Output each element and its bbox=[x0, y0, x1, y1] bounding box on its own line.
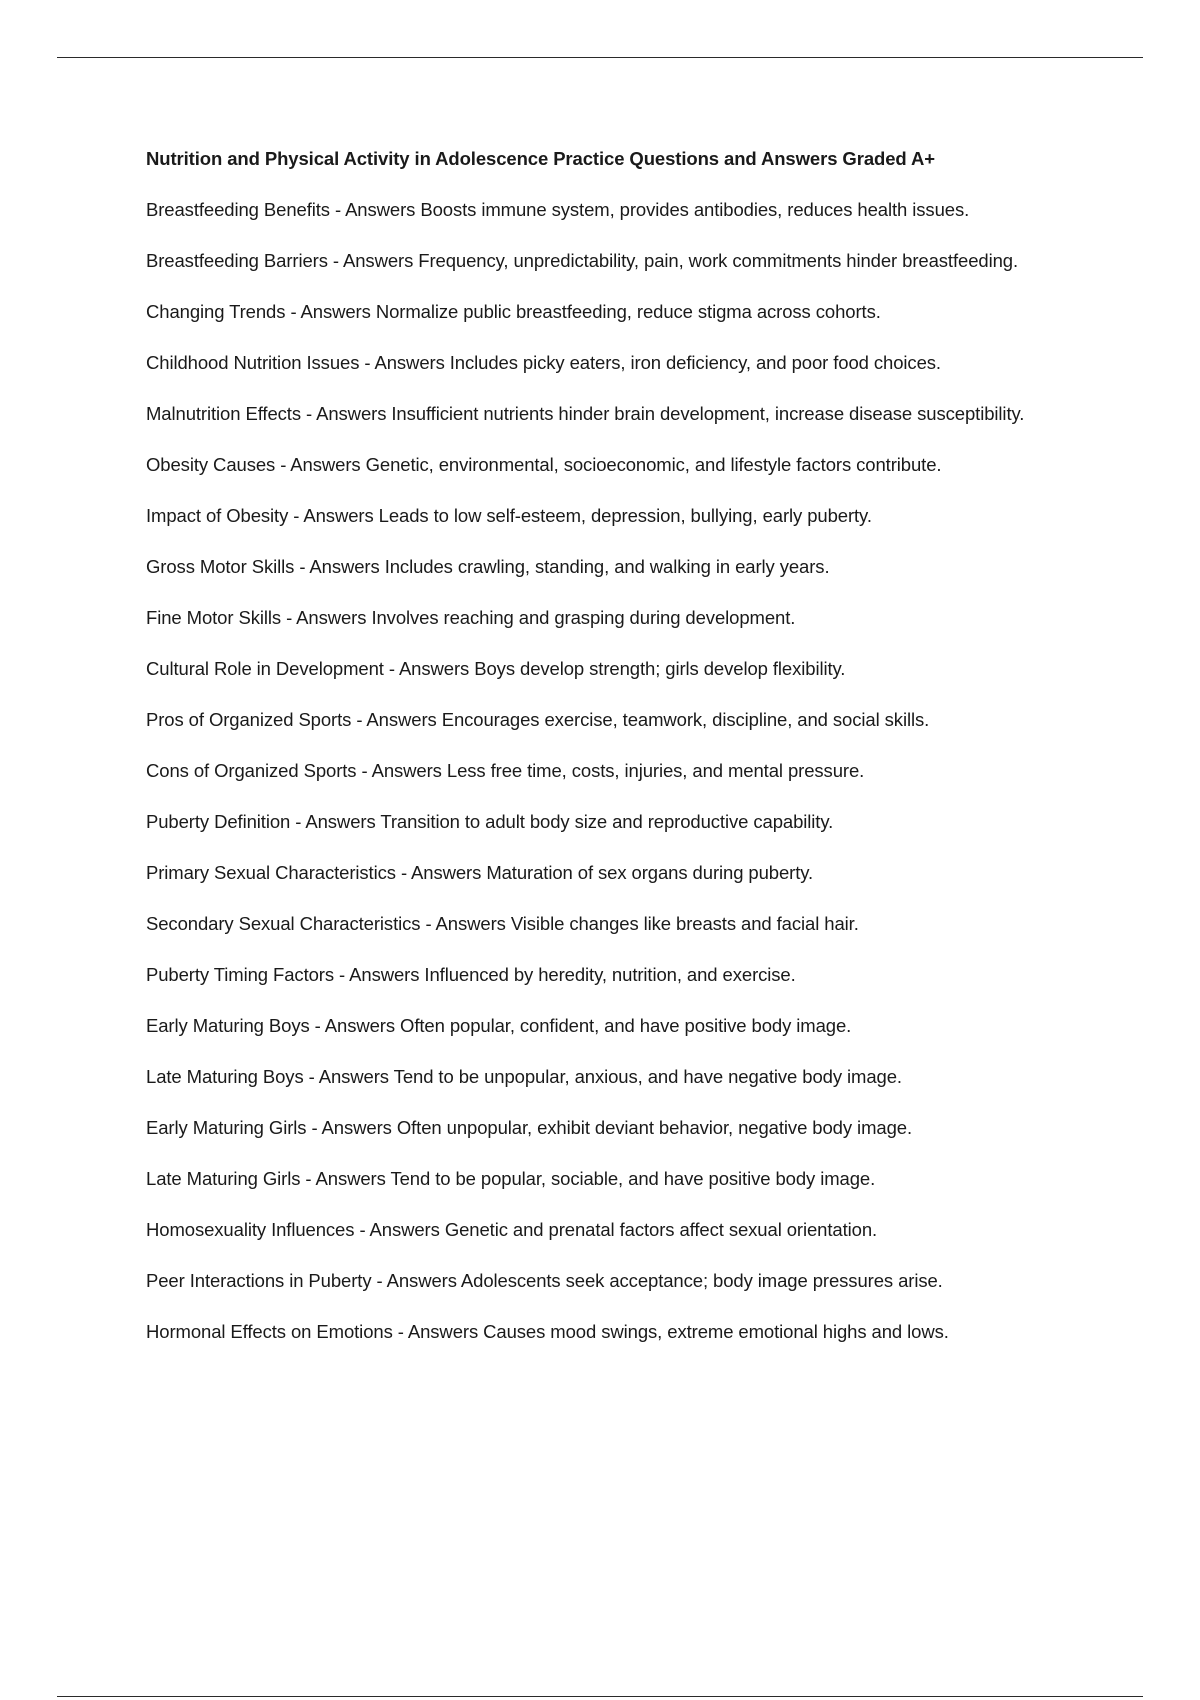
qa-answer: Visible changes like breasts and facial hair. bbox=[510, 913, 859, 934]
qa-term: Cons of Organized Sports bbox=[146, 760, 357, 781]
qa-answer: Boosts immune system, provides antibodies, reduces health issues. bbox=[420, 199, 970, 220]
qa-term: Malnutrition Effects bbox=[146, 403, 301, 424]
qa-term: Puberty Definition bbox=[146, 811, 291, 832]
qa-answer: Includes picky eaters, iron deficiency, and poor food choices. bbox=[449, 352, 941, 373]
qa-separator: - Answers bbox=[329, 199, 421, 220]
qa-item bbox=[146, 1164, 1066, 1194]
qa-item bbox=[146, 348, 1066, 378]
qa-separator: - Answers bbox=[309, 1015, 401, 1036]
qa-item bbox=[146, 1266, 1066, 1296]
qa-separator: - Answers bbox=[371, 1270, 461, 1291]
qa-list bbox=[146, 195, 1066, 1347]
qa-item bbox=[146, 1011, 1066, 1041]
qa-item bbox=[146, 654, 1066, 684]
qa-term: Late Maturing Girls bbox=[146, 1168, 301, 1189]
qa-separator: - Answers bbox=[359, 352, 450, 373]
qa-answer: Boys develop strength; girls develop flexibility. bbox=[474, 658, 846, 679]
qa-item bbox=[146, 705, 1066, 735]
qa-separator: - Answers bbox=[356, 760, 447, 781]
qa-item bbox=[146, 450, 1066, 480]
qa-answer: Transition to adult body size and reproductive capability. bbox=[380, 811, 834, 832]
qa-term: Cultural Role in Development bbox=[146, 658, 384, 679]
qa-answer: Normalize public breastfeeding, reduce stigma across cohorts. bbox=[375, 301, 881, 322]
qa-term: Pros of Organized Sports bbox=[146, 709, 352, 730]
qa-item bbox=[146, 1113, 1066, 1143]
document-title: Nutrition and Physical Activity in Adolescence Practice Questions and Answers Graded A+ bbox=[146, 148, 935, 169]
qa-item bbox=[146, 756, 1066, 786]
qa-separator: - Answers bbox=[290, 811, 381, 832]
qa-separator: - Answers bbox=[306, 1117, 397, 1138]
qa-answer: Frequency, unpredictability, pain, work commitments hinder breastfeeding. bbox=[418, 250, 1019, 271]
qa-term: Early Maturing Girls bbox=[146, 1117, 307, 1138]
qa-term: Primary Sexual Characteristics bbox=[146, 862, 396, 883]
qa-term: Peer Interactions in Puberty bbox=[146, 1270, 372, 1291]
qa-separator: - Answers bbox=[294, 556, 385, 577]
qa-item bbox=[146, 195, 1066, 225]
qa-separator: - Answers bbox=[383, 658, 475, 679]
qa-answer: Adolescents seek acceptance; body image pressures arise. bbox=[460, 1270, 943, 1291]
qa-term: Hormonal Effects on Emotions bbox=[146, 1321, 393, 1342]
qa-answer: Involves reaching and grasping during development. bbox=[371, 607, 796, 628]
qa-separator: - Answers bbox=[288, 505, 379, 526]
qa-term: Impact of Obesity bbox=[146, 505, 289, 526]
qa-item bbox=[146, 807, 1066, 837]
qa-term: Gross Motor Skills bbox=[146, 556, 295, 577]
footer-rule bbox=[57, 1696, 1143, 1697]
qa-answer: Encourages exercise, teamwork, discipline, and social skills. bbox=[441, 709, 930, 730]
qa-separator: - Answers bbox=[351, 709, 442, 730]
qa-answer: Includes crawling, standing, and walking in early years. bbox=[384, 556, 830, 577]
qa-term: Late Maturing Boys bbox=[146, 1066, 304, 1087]
qa-separator: - Answers bbox=[300, 403, 392, 424]
qa-separator: - Answers bbox=[281, 607, 372, 628]
qa-item bbox=[146, 297, 1066, 327]
qa-term: Early Maturing Boys bbox=[146, 1015, 310, 1036]
qa-item bbox=[146, 1317, 1066, 1347]
qa-item bbox=[146, 246, 1066, 276]
qa-separator: - Answers bbox=[300, 1168, 391, 1189]
qa-separator: - Answers bbox=[285, 301, 376, 322]
qa-separator: - Answers bbox=[395, 862, 487, 883]
qa-item bbox=[146, 501, 1066, 531]
qa-separator: - Answers bbox=[334, 964, 425, 985]
document-body bbox=[146, 145, 1066, 1368]
qa-item bbox=[146, 960, 1066, 990]
qa-item bbox=[146, 1215, 1066, 1245]
qa-term: Fine Motor Skills bbox=[146, 607, 282, 628]
qa-answer: Maturation of sex organs during puberty. bbox=[486, 862, 814, 883]
qa-term: Homosexuality Influences bbox=[146, 1219, 355, 1240]
qa-separator: - Answers bbox=[303, 1066, 394, 1087]
header-rule bbox=[57, 57, 1143, 58]
qa-term: Childhood Nutrition Issues bbox=[146, 352, 360, 373]
qa-answer: Leads to low self-esteem, depression, bullying, early puberty. bbox=[378, 505, 872, 526]
qa-separator: - Answers bbox=[354, 1219, 445, 1240]
qa-answer: Influenced by heredity, nutrition, and exercise. bbox=[424, 964, 796, 985]
qa-separator: - Answers bbox=[392, 1321, 484, 1342]
qa-item bbox=[146, 909, 1066, 939]
qa-separator: - Answers bbox=[275, 454, 366, 475]
qa-item bbox=[146, 1062, 1066, 1092]
qa-item bbox=[146, 603, 1066, 633]
qa-term: Breastfeeding Benefits bbox=[146, 199, 330, 220]
qa-answer: Less free time, costs, injuries, and mental pressure. bbox=[446, 760, 865, 781]
qa-item bbox=[146, 552, 1066, 582]
qa-term: Breastfeeding Barriers bbox=[146, 250, 328, 271]
qa-separator: - Answers bbox=[327, 250, 419, 271]
qa-term: Puberty Timing Factors bbox=[146, 964, 335, 985]
qa-answer: Causes mood swings, extreme emotional highs and lows. bbox=[483, 1321, 949, 1342]
qa-answer: Tend to be unpopular, anxious, and have negative body image. bbox=[393, 1066, 902, 1087]
qa-separator: - Answers bbox=[420, 913, 511, 934]
qa-item bbox=[146, 858, 1066, 888]
qa-answer: Genetic and prenatal factors affect sexual orientation. bbox=[444, 1219, 878, 1240]
qa-answer: Genetic, environmental, socioeconomic, and lifestyle factors contribute. bbox=[365, 454, 942, 475]
qa-answer: Often popular, confident, and have positive body image. bbox=[400, 1015, 852, 1036]
qa-answer: Insufficient nutrients hinder brain development, increase disease susceptibility. bbox=[391, 403, 1025, 424]
qa-term: Obesity Causes bbox=[146, 454, 276, 475]
qa-answer: Often unpopular, exhibit deviant behavior, negative body image. bbox=[396, 1117, 912, 1138]
qa-term: Changing Trends bbox=[146, 301, 286, 322]
qa-item bbox=[146, 399, 1066, 429]
qa-term: Secondary Sexual Characteristics bbox=[146, 913, 421, 934]
qa-answer: Tend to be popular, sociable, and have positive body image. bbox=[390, 1168, 876, 1189]
